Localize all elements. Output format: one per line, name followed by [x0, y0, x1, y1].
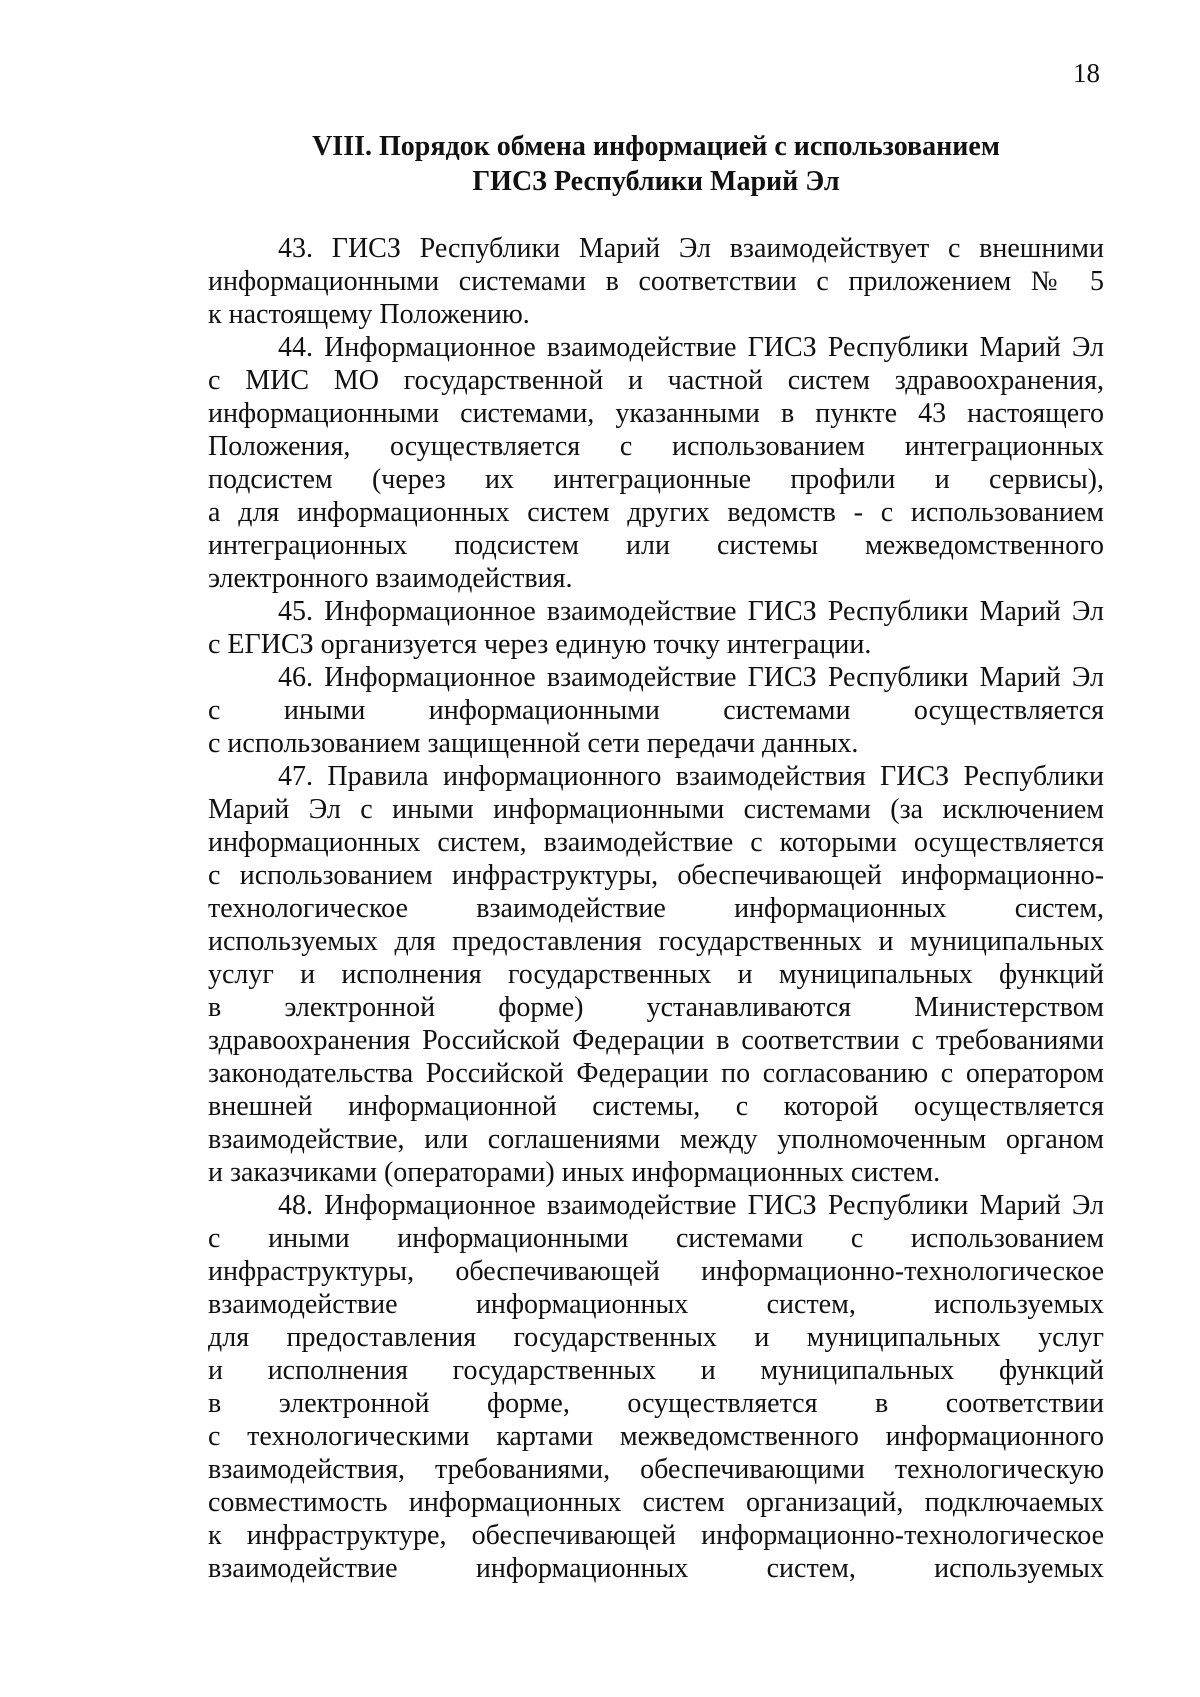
paragraph-line: Положения, осуществляется с использованием интеграционных [208, 431, 1104, 462]
section-heading-line-1: VIII. Порядок обмена информацией с использованием [312, 131, 1000, 162]
paragraph-line: услуг и исполнения государственных и муниципальных функций [208, 959, 1104, 990]
paragraph-line: для предоставления государственных и муниципальных услуг [208, 1322, 1104, 1353]
paragraph-line: 44. Информационное взаимодействие ГИСЗ Республики Марий Эл [278, 332, 1104, 363]
paragraph-line: к настоящему Положению. [208, 299, 530, 330]
paragraph-line: в электронной форме) устанавливаются Министерством [208, 992, 1104, 1023]
paragraph-line: с иными информационными системами осуществляется [208, 695, 1104, 726]
paragraph-48 [208, 1189, 1104, 1585]
paragraph-46 [208, 661, 1104, 760]
paragraph-line: с использованием защищенной сети передачи данных. [208, 728, 859, 759]
paragraph-line: 47. Правила информационного взаимодействия ГИСЗ Республики [278, 761, 1104, 792]
paragraph-45 [208, 595, 1104, 661]
paragraph-line: информационными системами, указанными в пункте 43 настоящего [208, 398, 1104, 429]
paragraph-line: в электронной форме, осуществляется в соответствии [208, 1388, 1104, 1419]
section-heading-line-2: ГИСЗ Республики Марий Эл [472, 166, 840, 197]
section-heading [208, 129, 1104, 199]
paragraph-line: взаимодействия, требованиями, обеспечивающими технологическую [208, 1454, 1104, 1485]
page-number: 18 [1073, 58, 1100, 88]
paragraph-47 [208, 760, 1104, 1189]
paragraph-line: 43. ГИСЗ Республики Марий Эл взаимодействует с внешними [278, 233, 1104, 264]
paragraph-line: интеграционных подсистем или системы межведомственного [208, 530, 1104, 561]
paragraph-line: внешней информационной системы, с которой осуществляется [208, 1091, 1104, 1122]
paragraph-line: с использованием инфраструктуры, обеспечивающей информационно- [208, 860, 1104, 891]
paragraph-line: взаимодействие информационных систем, используемых [208, 1553, 1104, 1584]
paragraph-line: информационными системами в соответствии с приложением № 5 [208, 266, 1104, 297]
paragraph-line: а для информационных систем других ведомств - с использованием [208, 497, 1104, 528]
paragraph-line: Марий Эл с иными информационными системами (за исключением [208, 794, 1104, 825]
paragraph-line: технологическое взаимодействие информационных систем, [208, 893, 1104, 924]
paragraph-line: взаимодействие, или соглашениями между уполномоченным органом [208, 1124, 1104, 1155]
paragraph-line: 46. Информационное взаимодействие ГИСЗ Республики Марий Эл [278, 662, 1104, 693]
paragraph-line: совместимость информационных систем организаций, подключаемых [208, 1487, 1104, 1518]
paragraph-line: и исполнения государственных и муниципальных функций [208, 1355, 1104, 1386]
paragraph-line: подсистем (через их интеграционные профили и сервисы), [208, 464, 1104, 495]
paragraph-line: информационных систем, взаимодействие с которыми осуществляется [208, 827, 1104, 858]
paragraph-line: с иными информационными системами с использованием [208, 1223, 1104, 1254]
paragraph-43 [208, 232, 1104, 331]
paragraph-line: 48. Информационное взаимодействие ГИСЗ Республики Марий Эл [278, 1190, 1104, 1221]
paragraph-line: законодательства Российской Федерации по согласованию с оператором [208, 1058, 1104, 1089]
paragraph-line: инфраструктуры, обеспечивающей информационно-технологическое [208, 1256, 1104, 1287]
paragraph-line: к инфраструктуре, обеспечивающей информационно-технологическое [208, 1520, 1104, 1551]
paragraph-line: 45. Информационное взаимодействие ГИСЗ Республики Марий Эл [278, 596, 1104, 627]
paragraph-line: электронного взаимодействия. [208, 563, 573, 594]
document-body [208, 232, 1104, 1585]
paragraph-line: с технологическими картами межведомственного информационного [208, 1421, 1104, 1452]
paragraph-line: с МИС МО государственной и частной систем здравоохранения, [208, 365, 1104, 396]
paragraph-line: используемых для предоставления государственных и муниципальных [208, 926, 1104, 957]
paragraph-44 [208, 331, 1104, 595]
paragraph-line: с ЕГИСЗ организуется через единую точку интеграции. [208, 629, 872, 660]
paragraph-line: и заказчиками (операторами) иных информационных систем. [208, 1157, 941, 1188]
paragraph-line: взаимодействие информационных систем, используемых [208, 1289, 1104, 1320]
paragraph-line: здравоохранения Российской Федерации в соответствии с требованиями [208, 1025, 1104, 1056]
